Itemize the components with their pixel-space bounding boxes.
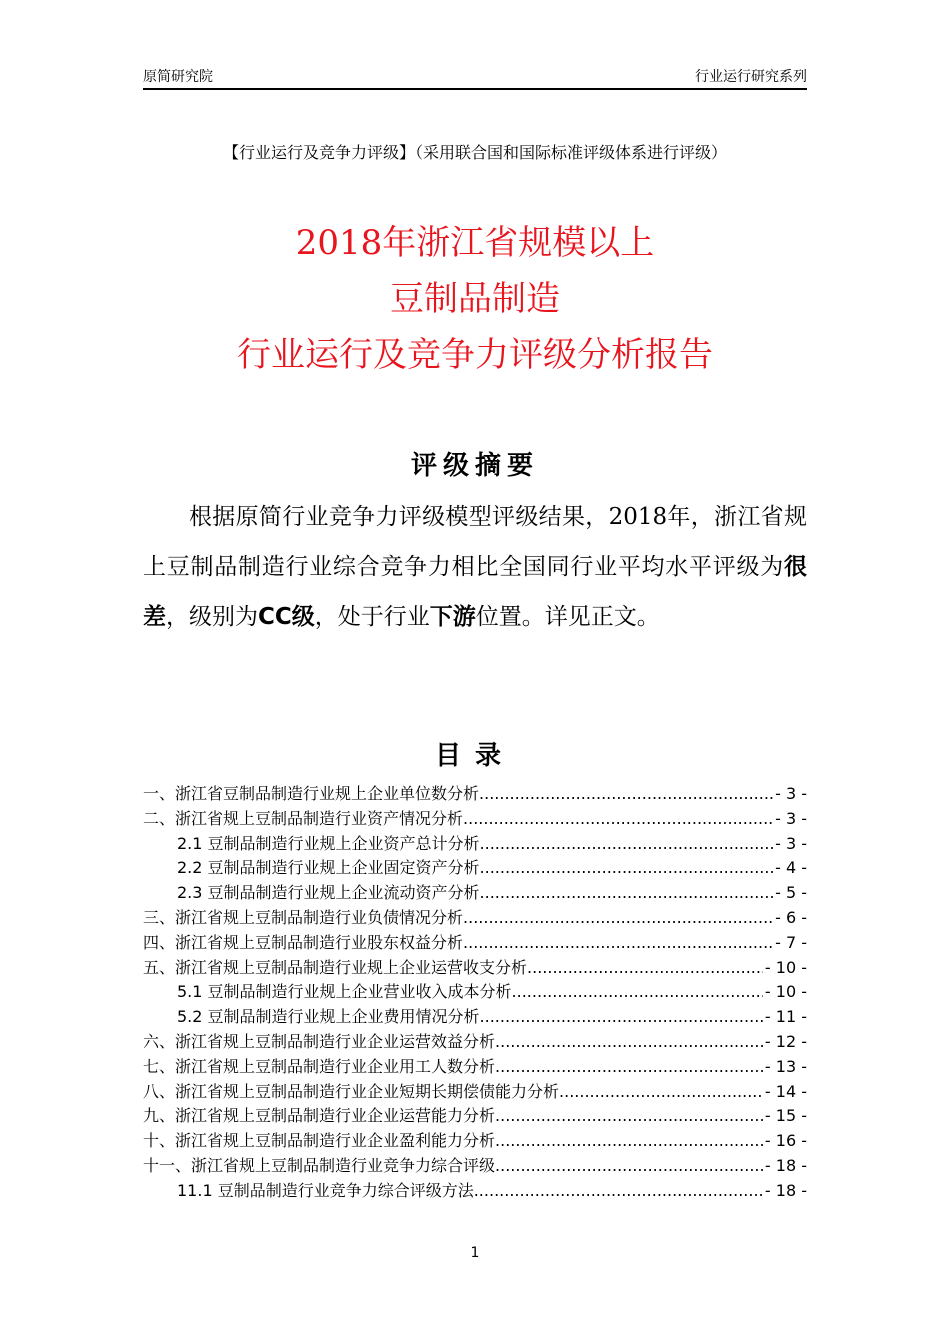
toc-entry-page: - 6 - <box>775 907 807 927</box>
toc-entry-label: 四、浙江省规上豆制品制造行业股东权益分析 <box>143 932 464 952</box>
toc-entry-label: 5.2 豆制品制造行业规上企业费用情况分析 <box>177 1007 480 1027</box>
toc-heading: 目录 <box>434 741 515 771</box>
toc-entry[interactable] <box>143 906 807 931</box>
toc-entry-label: 十、浙江省规上豆制品制造行业企业盈利能力分析 <box>143 1131 496 1151</box>
title-line-1: 2018年浙江省规模以上 <box>295 223 655 263</box>
toc-entry-page: - 11 - <box>764 1007 807 1027</box>
toc-entry-label: 六、浙江省规上豆制品制造行业企业运营效益分析 <box>143 1031 496 1051</box>
toc-leader-dots <box>463 807 773 832</box>
toc-entry-page: - 10 - <box>764 957 807 977</box>
toc-leader-dots <box>495 1030 763 1055</box>
toc-entry-page: - 3 - <box>775 833 807 853</box>
summary-heading: 评级摘要 <box>410 451 539 481</box>
toc-entry[interactable] <box>143 1154 807 1179</box>
toc-entry[interactable] <box>143 832 807 857</box>
toc-leader-dots <box>495 1129 763 1154</box>
toc-entry-label: 八、浙江省规上豆制品制造行业企业短期长期偿债能力分析 <box>143 1081 560 1101</box>
toc-entry[interactable] <box>143 1179 807 1204</box>
toc-entry-label: 2.2 豆制品制造行业规上企业固定资产分析 <box>177 858 480 878</box>
toc-entry[interactable] <box>143 782 807 807</box>
series-note: 【行业运行及竞争力评级】（采用联合国和国际标准评级体系进行评级） <box>222 143 727 162</box>
toc-entry-page: - 15 - <box>764 1106 807 1126</box>
toc-entry-label: 2.1 豆制品制造行业规上企业资产总计分析 <box>177 833 480 853</box>
toc-entry[interactable] <box>143 980 807 1005</box>
page-header <box>143 66 807 90</box>
toc-entry-label: 二、浙江省规上豆制品制造行业资产情况分析 <box>143 808 464 828</box>
industry-position: 下游 <box>429 604 476 630</box>
toc-entry[interactable] <box>143 856 807 881</box>
toc-entry-label: 5.1 豆制品制造行业规上企业营业收入成本分析 <box>177 982 512 1002</box>
toc-entry-page: - 3 - <box>775 808 807 828</box>
table-of-contents <box>143 782 807 1204</box>
toc-leader-dots <box>495 1104 763 1129</box>
toc-entry-label: 三、浙江省规上豆制品制造行业负债情况分析 <box>143 907 464 927</box>
toc-entry-page: - 7 - <box>775 932 807 952</box>
toc-entry-label: 五、浙江省规上豆制品制造行业规上企业运营收支分析 <box>143 957 528 977</box>
toc-entry-page: - 13 - <box>764 1056 807 1076</box>
toc-leader-dots <box>527 956 763 981</box>
toc-entry[interactable] <box>143 1055 807 1080</box>
toc-leader-dots <box>474 1179 763 1204</box>
series-name: 行业运行研究系列 <box>695 69 807 85</box>
title-line-2: 豆制品制造 <box>390 279 560 319</box>
toc-entry-page: - 16 - <box>764 1131 807 1151</box>
toc-entry[interactable] <box>143 1129 807 1154</box>
toc-entry-page: - 4 - <box>775 858 807 878</box>
report-title <box>100 215 850 383</box>
summary-text: 根据原简行业竞争力评级模型评级结果，2018年，浙江省规上豆制品制造行业综合竞争力相比全国同行业平均水平评级为 <box>143 504 807 580</box>
rating-grade: CC级 <box>258 604 315 630</box>
toc-entry-page: - 14 - <box>764 1081 807 1101</box>
toc-leader-dots <box>480 881 774 906</box>
toc-entry-page: - 10 - <box>764 982 807 1002</box>
summary-paragraph <box>143 492 807 642</box>
summary-text: ，处于行业 <box>314 604 430 630</box>
toc-entry-label: 九、浙江省规上豆制品制造行业企业运营能力分析 <box>143 1106 496 1126</box>
toc-leader-dots <box>463 931 773 956</box>
toc-leader-dots <box>512 980 763 1005</box>
toc-entry[interactable] <box>143 1104 807 1129</box>
toc-entry-page: - 12 - <box>764 1031 807 1051</box>
toc-entry-label: 2.3 豆制品制造行业规上企业流动资产分析 <box>177 883 480 903</box>
toc-entry[interactable] <box>143 956 807 981</box>
toc-entry[interactable] <box>143 931 807 956</box>
publisher-name: 原简研究院 <box>143 69 213 85</box>
summary-text: ，级别为 <box>166 604 258 630</box>
toc-leader-dots <box>463 906 773 931</box>
toc-entry-label: 一、浙江省豆制品制造行业规上企业单位数分析 <box>143 784 480 803</box>
toc-entry[interactable] <box>143 1080 807 1105</box>
toc-entry-label: 十一、浙江省规上豆制品制造行业竞争力综合评级 <box>143 1155 496 1175</box>
summary-text: 位置。详见正文。 <box>475 604 660 630</box>
toc-entry-page: - 18 - <box>764 1180 807 1200</box>
toc-entry-label: 11.1 豆制品制造行业竞争力综合评级方法 <box>177 1180 474 1200</box>
toc-leader-dots <box>480 832 774 857</box>
toc-entry-page: - 5 - <box>775 883 807 903</box>
toc-leader-dots <box>495 1154 763 1179</box>
toc-leader-dots <box>479 782 773 807</box>
toc-entry[interactable] <box>143 881 807 906</box>
toc-leader-dots <box>480 1005 763 1030</box>
rating-word: 很差 <box>143 554 807 630</box>
toc-entry[interactable] <box>143 1005 807 1030</box>
toc-entry-label: 七、浙江省规上豆制品制造行业企业用工人数分析 <box>143 1056 496 1076</box>
toc-entry-page: - 3 - <box>775 784 807 803</box>
title-line-3: 行业运行及竞争力评级分析报告 <box>237 335 713 375</box>
toc-leader-dots <box>480 856 774 881</box>
toc-leader-dots <box>495 1055 763 1080</box>
toc-entry[interactable] <box>143 807 807 832</box>
page-number: 1 <box>470 1245 480 1261</box>
toc-leader-dots <box>559 1080 763 1105</box>
toc-entry[interactable] <box>143 1030 807 1055</box>
toc-entry-page: - 18 - <box>764 1155 807 1175</box>
